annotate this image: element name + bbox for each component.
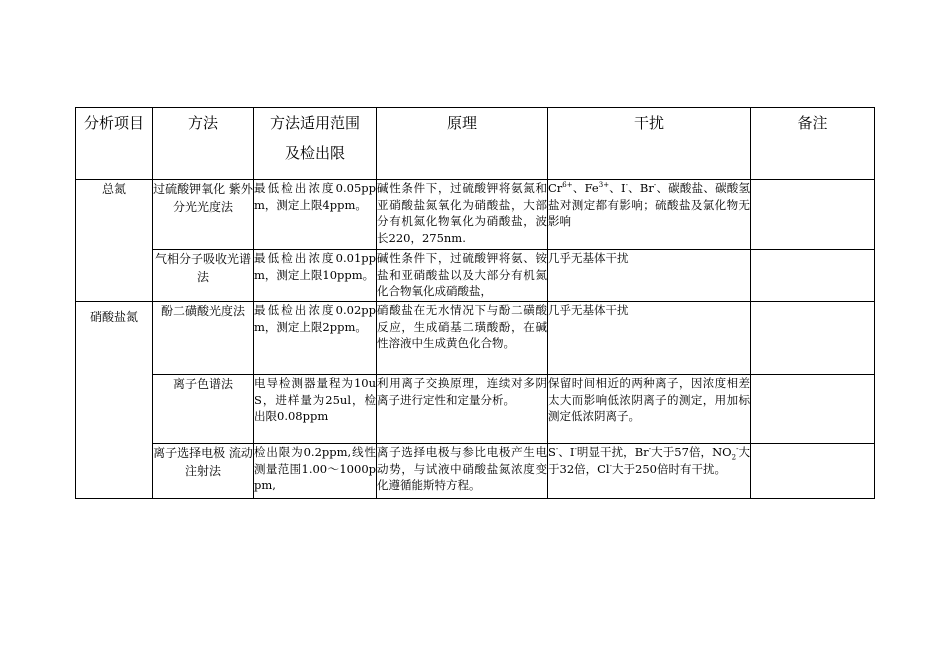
principle-cell: 离子选择电极与参比电极产生电动势，与试液中硝酸盐氮浓度变化遵循能斯特方程。 — [377, 444, 548, 499]
method-name: 离子色谱法 — [153, 375, 254, 444]
principle-cell: 碱性条件下，过硫酸钾将氨氮和亚硝酸盐氮氧化为硝酸盐，大部分有机氮化物氧化为硝酸盐，波长220，275nm. — [377, 180, 548, 250]
header-item: 分析项目 — [76, 108, 153, 180]
principle-cell: 碱性条件下，过硫酸钾将氨、铵盐和亚硝酸盐以及大部分有机氮化合物氧化成硝酸盐， — [377, 250, 548, 302]
remark-cell — [751, 250, 875, 302]
header-principle: 原理 — [377, 108, 548, 180]
range-cell: 最低检出浓度0.01ppm，测定上限10ppm。 — [254, 250, 377, 302]
interference-cell: 几乎无基体干扰 — [548, 302, 751, 375]
method-name: 酚二磺酸光度法 — [153, 302, 254, 375]
header-row — [76, 108, 875, 180]
interference-cell: 几乎无基体干扰 — [548, 250, 751, 302]
header-range-line2: 及检出限 — [284, 144, 345, 162]
remark-cell — [751, 302, 875, 375]
group-name-total-nitrogen: 总氮 — [76, 180, 153, 302]
header-range-line1: 方法适用范围 — [269, 114, 360, 132]
group-name-nitrate-nitrogen: 硝酸盐氮 — [76, 302, 153, 499]
interference-cell: S-、I-明显干扰，Br-大于57倍，$NO_2^-$大于32倍，Cl-大于250倍时有干扰。 — [548, 444, 751, 499]
header-remark: 备注 — [751, 108, 875, 180]
principle-cell: 利用离子交换原理，连续对多阴离子进行定性和定量分析。 — [377, 375, 548, 444]
header-range — [254, 108, 377, 180]
remark-cell — [751, 375, 875, 444]
principle-cell: 硝酸盐在无水情况下与酚二磺酸反应，生成硝基二璜酸酚，在碱性溶液中生成黄色化合物。 — [377, 302, 548, 375]
range-cell: 最低检出浓度0.02ppm，测定上限2ppm。 — [254, 302, 377, 375]
method-name: 过硫酸钾氧化 紫外分光光度法 — [153, 180, 254, 250]
range-cell: 电导检测器量程为10uS，进样量为25ul，检出限0.08ppm — [254, 375, 377, 444]
table-row — [76, 444, 875, 499]
range-cell: 最低检出浓度0.05ppm，测定上限4ppm。 — [254, 180, 377, 250]
range-cell: 检出限为0.2ppm,线性测量范围1.00～1000ppm, — [254, 444, 377, 499]
table-row — [76, 375, 875, 444]
remark-cell — [751, 180, 875, 250]
table-row — [76, 250, 875, 302]
table-row — [76, 302, 875, 375]
table-row — [76, 180, 875, 250]
header-interference: 干扰 — [548, 108, 751, 180]
analysis-methods-table — [75, 107, 875, 499]
method-name: 离子选择电极 流动注射法 — [153, 444, 254, 499]
remark-cell — [751, 444, 875, 499]
interference-cell: $Cr^{6+}$、$Fe^{3+}$、I-、Br-、碳酸盐、碳酸氢盐对测定都有影响；硫酸盐及氯化物无影响 — [548, 180, 751, 250]
header-method: 方法 — [153, 108, 254, 180]
interference-cell: 保留时间相近的两种离子，因浓度相差太大而影响低浓阴离子的测定，用加标测定低浓阴离子。 — [548, 375, 751, 444]
method-name: 气相分子吸收光谱法 — [153, 250, 254, 302]
